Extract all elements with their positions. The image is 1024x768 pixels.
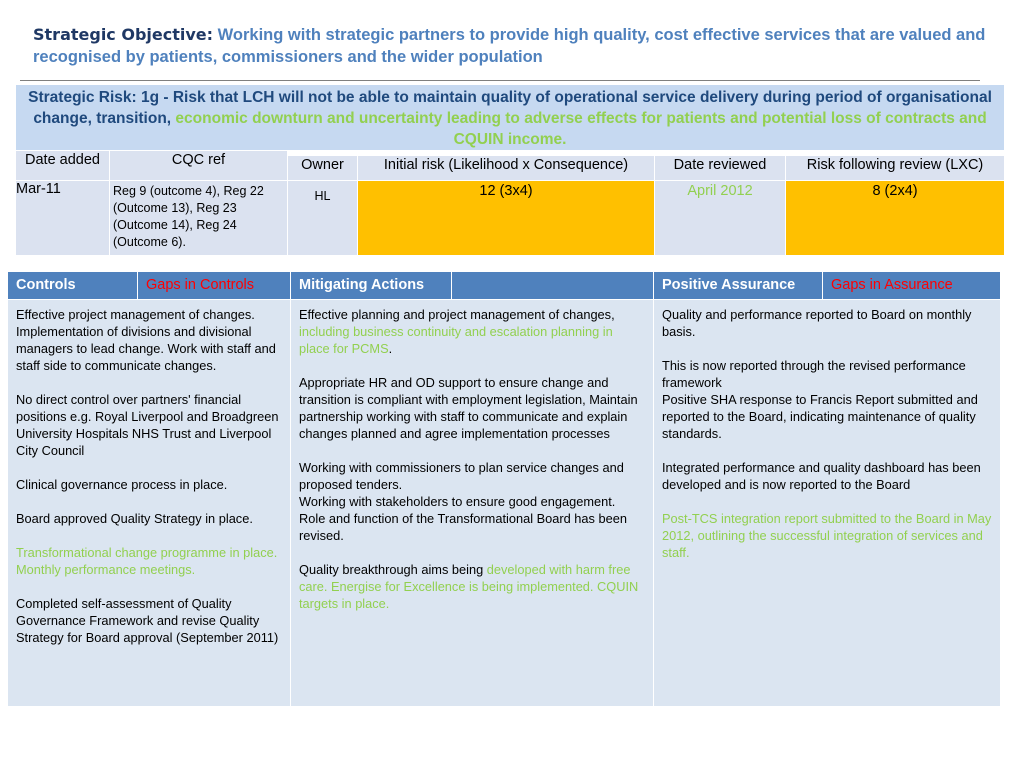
header-gaps-in-assurance: Gaps in Assurance xyxy=(823,272,1001,300)
controls-item: Transformational change programme in place. Monthly performance meetings. xyxy=(16,545,278,577)
mitigating-text: Quality breakthrough aims being xyxy=(299,562,487,577)
risk-title-main: Strategic Risk: 1g - Risk that LCH will not be able to maintain quality of operational service delivery during period of organisational change, transition, xyxy=(28,89,992,127)
objective-label: Strategic Objective: xyxy=(33,25,214,44)
mitigating-item: Working with commissioners to plan service changes and proposed tenders. xyxy=(299,460,624,492)
assurance-item: Quality and performance reported to Board on monthly basis. xyxy=(662,307,972,339)
controls-item: No direct control over partners' financial positions e.g. Royal Liverpool and Broadgreen University Hospitals NHS Trust and Liverpool City Council xyxy=(16,392,279,458)
cqc-ref-value: Reg 9 (outcome 4), Reg 22 (Outcome 13), Reg 23 (Outcome 14), Reg 24 (Outcome 6). xyxy=(110,181,288,256)
strategic-objective xyxy=(33,24,993,68)
assurance-item: This is now reported through the revised performance framework xyxy=(662,358,966,390)
mitigating-item: Working with stakeholders to ensure good engagement. Role and function of the Transformational Board has been revised. xyxy=(299,494,627,543)
header-controls: Controls xyxy=(8,272,138,300)
mitigating-body xyxy=(291,300,654,707)
header-owner: Owner xyxy=(288,156,358,181)
initial-risk-value: 12 (3x4) xyxy=(358,181,655,256)
header-initial-risk: Initial risk (Likelihood x Consequence) xyxy=(358,156,655,181)
header-gaps-in-controls: Gaps in Controls xyxy=(138,272,291,300)
objective-text: Working with strategic partners to provide high quality, cost effective services that are valued and recognised by patients, commissioners and the wider population xyxy=(33,26,986,66)
controls-item: Effective project management of changes. Implementation of divisions and divisional managers to lead change. Work with staff and staff side to communicate changes. xyxy=(16,307,276,373)
mitigating-item xyxy=(299,561,645,612)
controls-item: Board approved Quality Strategy in place. xyxy=(16,511,253,526)
header-risk-following: Risk following review (LXC) xyxy=(786,156,1005,181)
controls-table xyxy=(7,271,1001,707)
assurance-item: Integrated performance and quality dashboard has been developed and is now reported to the Board xyxy=(662,460,981,492)
assurance-body xyxy=(654,300,1001,707)
mitigating-green-text: developed with harm free care. Energise for Excellence is being implemented. CQUIN targets in place. xyxy=(299,562,639,611)
mitigating-text: Effective planning and project management of changes, xyxy=(299,307,615,322)
strategic-risk-title xyxy=(16,85,1005,151)
owner-value: HL xyxy=(288,181,358,256)
assurance-item: Positive SHA response to Francis Report submitted and reported to the Board, indicating maintenance of quality standards. xyxy=(662,392,978,441)
assurance-item: Post-TCS integration report submitted to the Board in May 2012, outlining the successful integration of services and staff. xyxy=(662,511,992,560)
header-positive-assurance: Positive Assurance xyxy=(654,272,823,300)
header-mitigating-actions: Mitigating Actions xyxy=(291,272,452,300)
header-date-reviewed: Date reviewed xyxy=(655,156,786,181)
mitigating-text: . xyxy=(388,341,393,356)
date-reviewed-value: April 2012 xyxy=(655,181,786,256)
controls-item: Clinical governance process in place. xyxy=(16,477,228,492)
risk-table xyxy=(15,84,1005,256)
mitigating-item xyxy=(299,306,645,357)
mitigating-item: Appropriate HR and OD support to ensure change and transition is compliant with employment legislation, Maintain partnership working with staff to communicate and explain changes planned and agree implementation processes xyxy=(299,375,638,441)
divider xyxy=(20,80,980,81)
date-added-value: Mar-11 xyxy=(16,181,110,256)
controls-body xyxy=(8,300,291,707)
risk-title-green: economic downturn and uncertainty leading to adverse effects for patients and potential loss of contracts and CQUIN income. xyxy=(171,110,987,148)
header-date-added: Date added xyxy=(16,151,110,181)
controls-item: Completed self-assessment of Quality Governance Framework and revise Quality Strategy for Board approval (September 2011) xyxy=(16,596,279,645)
header-cqc-ref: CQC ref xyxy=(110,151,288,181)
risk-following-value: 8 (2x4) xyxy=(786,181,1005,256)
header-blank xyxy=(452,272,654,300)
mitigating-green-text: including business continuity and escalation planning in place for PCMS xyxy=(299,324,613,356)
